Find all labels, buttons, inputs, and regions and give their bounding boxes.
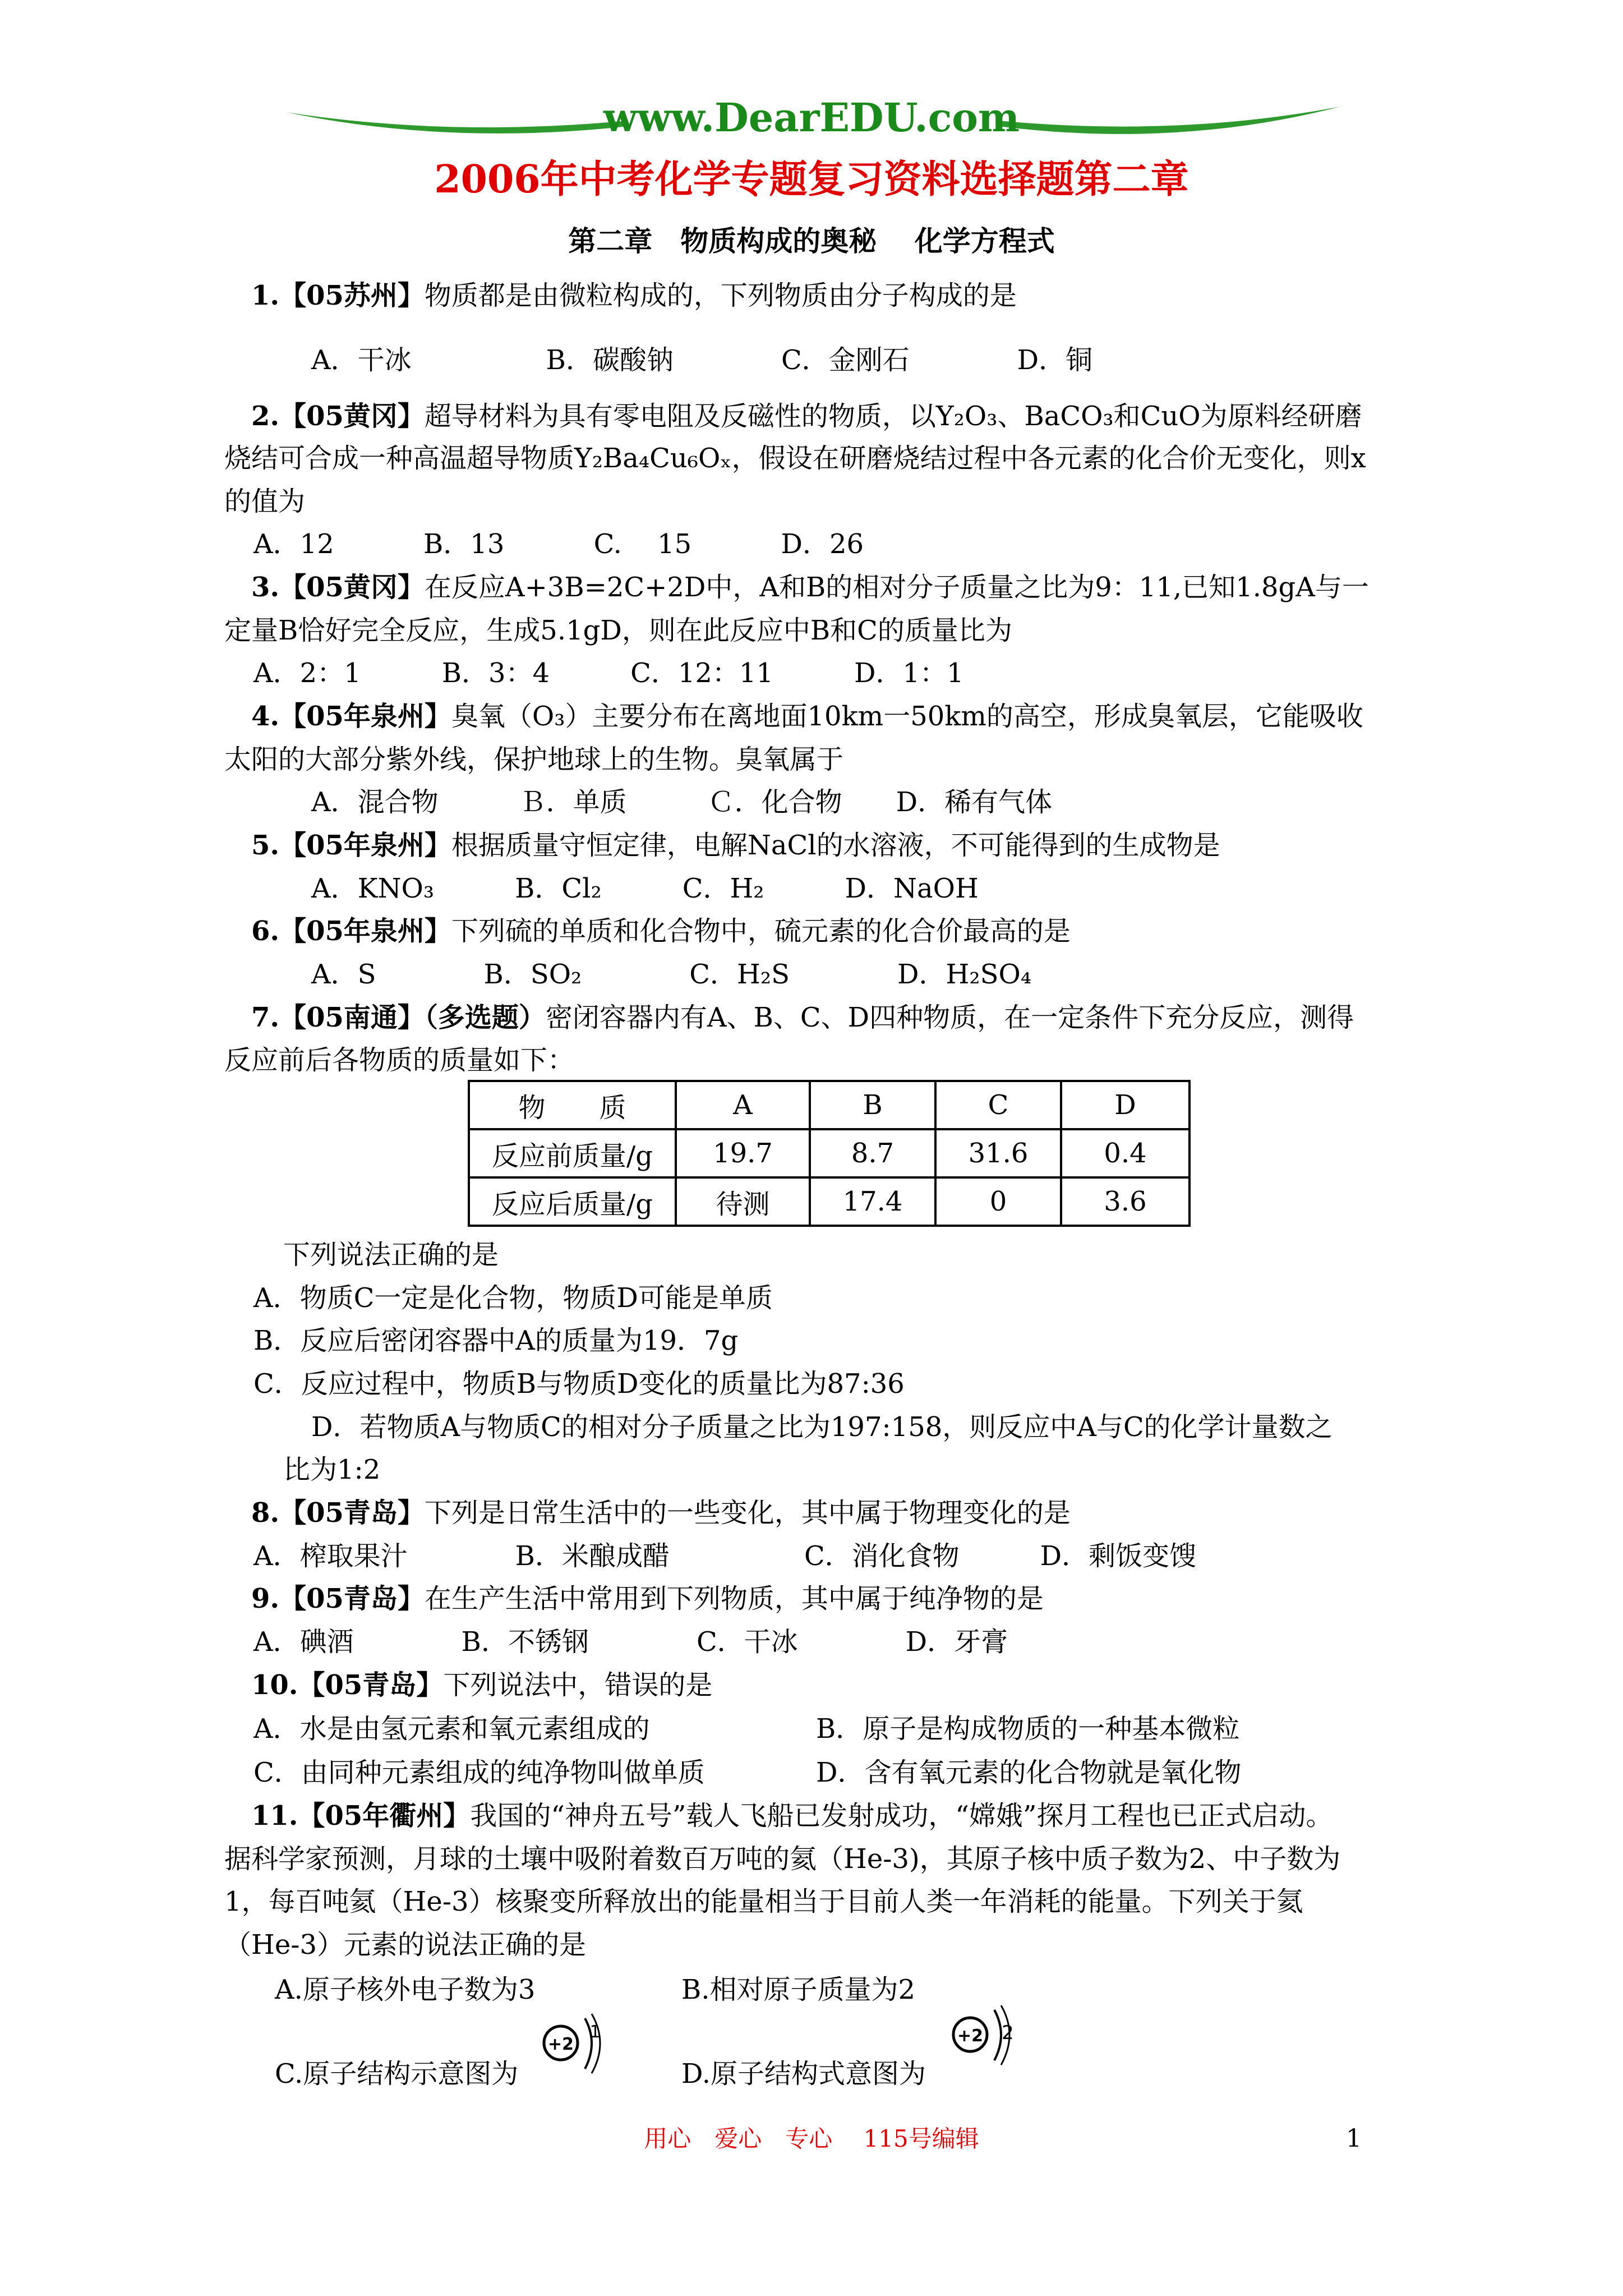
page-title: 2006年中考化学专题复习资料选择题第二章 [434,157,1189,202]
table-cell: 反应后质量/g [469,1177,676,1226]
question-2 [251,398,1362,434]
question-source: 4.【05年泉州】 [251,701,451,732]
question-7 [251,1000,1354,1036]
table-cell: 待测 [676,1177,810,1226]
question-9-options: A．碘酒 B．不锈钢 C．干冰 D．牙膏 [253,1626,1008,1658]
question-text: 下列是日常生活中的一些变化，其中属于物理变化的是 [424,1497,1071,1529]
question-10-option-d: D．含有氧元素的化合物就是氧化物 [816,1757,1242,1788]
shell-electrons: 1 [589,2022,601,2042]
question-1 [251,278,1017,314]
atom-structure-diagram-c [536,2008,608,2081]
question-4-line-2: 太阳的大部分紫外线，保护地球上的生物。臭氧属于 [224,744,844,775]
question-source: 11.【05年衢州】 [251,1800,471,1832]
question-11-line-2: 据科学家预测，月球的土壤中吸附着数百万吨的氦（He-3)，其原子核中质子数为2、中子数为 [224,1843,1341,1875]
question-7-prompt: 下列说法正确的是 [283,1239,499,1271]
question-3-options: A．2：1 B．3：4 C．12：11 D．1：1 [253,657,964,689]
question-2-line-2: 烧结可合成一种高温超导物质Y₂Ba₄Cu₆Oₓ，假设在研磨烧结过程中各元素的化合价无变化，则x [224,443,1366,474]
question-source: 1.【05苏州】 [251,280,425,311]
question-6-options: A．S B．SO₂ C．H₂S D．H₂SO₄ [311,959,1032,990]
table-cell: 0 [935,1177,1061,1226]
page-number: 1 [1346,2124,1362,2153]
question-text: 臭氧（O₃）主要分布在离地面10km一50km的高空，形成臭氧层，它能吸收 [451,701,1363,732]
question-text: 下列说法中，错误的是 [443,1669,713,1701]
question-source: 10.【05青岛】 [251,1669,444,1701]
table-cell: 反应前质量/g [469,1129,676,1177]
question-text: 下列硫的单质和化合物中，硫元素的化合价最高的是 [451,915,1071,947]
question-11-option-b: B.相对原子质量为2 [681,1974,916,2005]
site-logo: www.DearEDU.com [603,94,1020,141]
table-header-cell: C [935,1081,1061,1129]
question-source: 8.【05青岛】 [251,1497,425,1529]
question-5-options: A．KNO₃ B．Cl₂ C．H₂ D．NaOH [311,873,979,904]
table-cell: 17.4 [810,1177,935,1226]
question-text: 物质都是由微粒构成的，下列物质由分子构成的是 [424,280,1017,311]
question-2-line-3: 的值为 [224,486,306,517]
question-source: 5.【05年泉州】 [251,830,451,861]
question-7-option-d-cont: 比为1:2 [283,1454,381,1485]
question-7-option-d: D．若物质A与物质C的相对分子质量之比为197:158，则反应中A与C的化学计量数之 [311,1411,1332,1443]
question-text: 我国的“神舟五号”载人飞船已发射成功，“嫦娥”探月工程也已正式启动。 [470,1800,1333,1832]
question-text: 超导材料为具有零电阻及反磁性的物质，以Y₂O₃、BaCO₃和CuO为原料经研磨 [424,401,1362,432]
question-1-options: A．干冰 B．碳酸钠 C．金刚石 D．铜 [311,344,1093,376]
question-source: 7.【05南通】（多选题） [251,1002,546,1033]
question-text: 在生产生活中常用到下列物质，其中属于纯净物的是 [424,1583,1044,1614]
question-11-line-4: （He-3）元素的说法正确的是 [224,1929,587,1961]
footer-editor-note: 用心 爱心 专心 115号编辑 [644,2125,979,2152]
question-4-options: A．混合物 Ｂ．单质 Ｃ．化合物 D．稀有气体 [311,786,1053,818]
question-source: 6.【05年泉州】 [251,915,451,947]
table-row [469,1177,1189,1226]
question-7-option-a: A．物质C一定是化合物，物质D可能是单质 [253,1282,773,1314]
question-7-line-2: 反应前后各物质的质量如下： [224,1045,575,1076]
question-7-option-c: C．反应过程中，物质B与物质D变化的质量比为87:36 [253,1368,905,1400]
table-cell: 8.7 [810,1129,935,1177]
table-cell: 19.7 [676,1129,810,1177]
atom-structure-diagram-d [945,2000,1018,2073]
question-source: 9.【05青岛】 [251,1583,425,1614]
question-10-option-b: B．原子是构成物质的一种基本微粒 [816,1713,1240,1745]
question-text: 密闭容器内有A、B、C、D四种物质，在一定条件下充分反应，测得 [545,1002,1354,1033]
question-4 [251,698,1363,734]
question-source: 3.【05黄冈】 [251,572,425,603]
question-11-option-a: A.原子核外电子数为3 [275,1974,536,2005]
table-cell: 0.4 [1061,1129,1189,1177]
shell-electrons: 2 [1002,2022,1014,2044]
question-11-line-3: 1，每百吨氦（He-3）核聚变所释放出的能量相当于目前人类一年消耗的能量。下列关于氦 [224,1886,1303,1917]
table-header-row [469,1081,1189,1129]
question-3-line-2: 定量B恰好完全反应，生成5.1gD，则在此反应中B和C的质量比为 [224,615,1012,646]
table-cell: 31.6 [935,1129,1061,1177]
question-11-option-d: D.原子结构式意图为 [681,2058,926,2090]
table-header-cell: D [1061,1081,1189,1129]
question-11 [251,1798,1332,1834]
question-2-options: A．12 B．13 C. 15 D．26 [253,528,864,560]
question-3 [251,569,1369,605]
question-10-option-c: C．由同种元素组成的纯净物叫做单质 [253,1757,705,1788]
question-text: 根据质量守恒定律，电解NaCl的水溶液，不可能得到的生成物是 [451,830,1220,861]
chapter-subtitle: 第二章 物质构成的奥秘 化学方程式 [568,224,1055,257]
table-cell: 3.6 [1061,1177,1189,1226]
question-5 [251,827,1220,863]
table-header-cell: A [676,1081,810,1129]
question-6 [251,913,1071,949]
question-text: 在反应A+3B=2C+2D中，A和B的相对分子质量之比为9：11,已知1.8gA与一 [424,572,1369,603]
question-7-option-b: B．反应后密闭容器中A的质量为19．7g [253,1325,739,1356]
question-10-option-a: A．水是由氢元素和氧元素组成的 [253,1713,650,1745]
question-8-options: A．榨取果汁 B．米酿成醋 C．消化食物 D．剩饭变馊 [253,1540,1197,1572]
table-header-cell: B [810,1081,935,1129]
mass-table [468,1080,1191,1227]
table-row [469,1129,1189,1177]
nucleus-charge: +2 [547,2035,574,2054]
question-10 [251,1667,712,1703]
question-11-option-c: C.原子结构示意图为 [275,2058,519,2090]
nucleus-charge: +2 [957,2026,984,2046]
table-header-cell: 物 质 [469,1081,676,1129]
question-source: 2.【05黄冈】 [251,401,425,432]
question-8 [251,1495,1071,1531]
question-9 [251,1581,1044,1617]
